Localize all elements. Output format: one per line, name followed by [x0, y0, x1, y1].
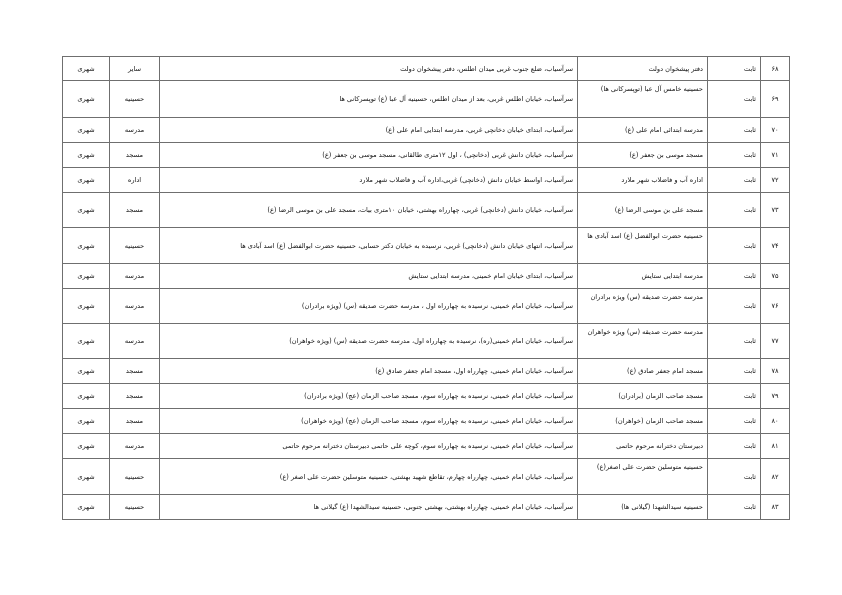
status-cell: ثابت	[708, 143, 761, 168]
row-number: ۸۰	[761, 409, 790, 434]
table-row	[63, 324, 790, 359]
table-row	[63, 495, 790, 520]
area-cell: شهری	[63, 168, 110, 193]
status-cell: ثابت	[708, 168, 761, 193]
table-row	[63, 409, 790, 434]
status-cell: ثابت	[708, 193, 761, 228]
place-name-cell: مسجد صاحب الزمان (برادران)	[578, 384, 708, 409]
row-number: ۶۸	[761, 57, 790, 81]
row-number: ۸۱	[761, 434, 790, 459]
address-cell: سرآسیاب، خیابان امام خمینی، چهارراه چهارم، تقاطع شهید بهشتی، حسینیه متوسلین حضرت علی اصغر (ع)	[160, 459, 578, 495]
area-cell: شهری	[63, 143, 110, 168]
address-cell: سرآسیاب، خیابان اطلس غربی، بعد از میدان اطلس، حسینیه آل عبا (ع) توپسرکانی ها	[160, 81, 578, 118]
place-name-cell: مسجد علی بن موسی الرضا (ع)	[578, 193, 708, 228]
address-cell: سرآسیاب، اواسط خیابان دانش (دخانچی) غربی،اداره آب و فاضلاب شهر ملارد	[160, 168, 578, 193]
row-number: ۷۷	[761, 324, 790, 359]
address-cell: سرآسیاب، خیابان امام خمینی، چهارراه اول، مسجد امام جعفر صادق (ع)	[160, 359, 578, 384]
address-cell: سرآسیاب، خیابان امام خمینی، نرسیده به چهارراه سوم، مسجد صاحب الزمان (عج) (ویژه برادران)	[160, 384, 578, 409]
address-cell: سرآسیاب، خیابان امام خمینی(ره)، نرسیده به چهارراه اول، مدرسه حضرت صدیقه (س) (ویژه خواهران)	[160, 324, 578, 359]
status-cell: ثابت	[708, 264, 761, 289]
area-cell: شهری	[63, 264, 110, 289]
area-cell: شهری	[63, 495, 110, 520]
table-row	[63, 193, 790, 228]
type-cell: حسینیه	[110, 81, 160, 118]
address-cell: سرآسیاب، انتهای خیابان دانش (دخانچی) غربی، نرسیده به خیابان دکتر حسابی، حسینیه حضرت ابوالفضل (ع) اسد آبادی ها	[160, 228, 578, 264]
table-row	[63, 57, 790, 81]
type-cell: اداره	[110, 168, 160, 193]
status-cell: ثابت	[708, 118, 761, 143]
place-name-cell: حسینیه متوسلین حضرت علی اصغر(ع)	[578, 459, 708, 495]
type-cell: مسجد	[110, 409, 160, 434]
address-cell: سرآسیاب، خیابان دانش غربی (دخانچی) ، اول ۱۲متری طالقانی، مسجد موسی بن جعفر (ع)	[160, 143, 578, 168]
status-cell: ثابت	[708, 409, 761, 434]
address-cell: سرآسیاب، خیابان امام خمینی، چهارراه بهشتی، بهشتی جنوبی، حسینیه سیدالشهدا (ع) گیلانی ها	[160, 495, 578, 520]
table-row	[63, 228, 790, 264]
area-cell: شهری	[63, 289, 110, 324]
type-cell: حسینیه	[110, 228, 160, 264]
type-cell: سایر	[110, 57, 160, 81]
status-cell: ثابت	[708, 459, 761, 495]
status-cell: ثابت	[708, 324, 761, 359]
type-cell: مدرسه	[110, 434, 160, 459]
status-cell: ثابت	[708, 495, 761, 520]
table-row	[63, 289, 790, 324]
area-cell: شهری	[63, 409, 110, 434]
place-name-cell: اداره آب و فاضلاب شهر ملارد	[578, 168, 708, 193]
place-name-cell: مسجد موسی بن جعفر (ع)	[578, 143, 708, 168]
area-cell: شهری	[63, 228, 110, 264]
address-cell: سرآسیاب، ابتدای خیابان دخانچی غربی، مدرسه ابتدایی امام علی (ع)	[160, 118, 578, 143]
row-number: ۷۹	[761, 384, 790, 409]
place-name-cell: مدرسه ابتدایی ستایش	[578, 264, 708, 289]
row-number: ۷۸	[761, 359, 790, 384]
row-number: ۶۹	[761, 81, 790, 118]
type-cell: مدرسه	[110, 264, 160, 289]
address-cell: سرآسیاب، خیابان امام خمینی، نرسیده به چهارراه اول ، مدرسه حضرت صدیقه (س) (ویژه برادران)	[160, 289, 578, 324]
type-cell: حسینیه	[110, 495, 160, 520]
address-cell: سرآسیاب، خیابان امام خمینی، نرسیده به چهارراه سوم، مسجد صاحب الزمان (عج) (ویژه خواهران)	[160, 409, 578, 434]
table-row	[63, 434, 790, 459]
address-cell: سرآسیاب، خیابان دانش (دخانچی) غربی، چهارراه بهشتی، خیابان ۱۰متری بیات، مسجد علی بن موسی الرضا (ع)	[160, 193, 578, 228]
place-name-cell: حسینیه سیدالشهدا (گیلانی ها)	[578, 495, 708, 520]
table-row	[63, 264, 790, 289]
place-name-cell: مدرسه ابتدائی امام علی (ع)	[578, 118, 708, 143]
place-name-cell: مسجد امام جعفر صادق (ع)	[578, 359, 708, 384]
type-cell: حسینیه	[110, 459, 160, 495]
area-cell: شهری	[63, 118, 110, 143]
type-cell: مدرسه	[110, 118, 160, 143]
status-cell: ثابت	[708, 384, 761, 409]
place-name-cell: مدرسه حضرت صدیقه (س) ویژه خواهران	[578, 324, 708, 359]
area-cell: شهری	[63, 57, 110, 81]
place-name-cell: حسینیه خامس آل عبا (توپسرکانی ها)	[578, 81, 708, 118]
row-number: ۷۱	[761, 143, 790, 168]
row-number: ۷۵	[761, 264, 790, 289]
type-cell: مسجد	[110, 359, 160, 384]
status-cell: ثابت	[708, 81, 761, 118]
table-row	[63, 143, 790, 168]
type-cell: مسجد	[110, 143, 160, 168]
row-number: ۸۲	[761, 459, 790, 495]
type-cell: مدرسه	[110, 324, 160, 359]
place-name-cell: مدرسه حضرت صدیقه (س) ویژه برادران	[578, 289, 708, 324]
row-number: ۷۶	[761, 289, 790, 324]
table-row	[63, 168, 790, 193]
status-cell: ثابت	[708, 359, 761, 384]
row-number: ۸۳	[761, 495, 790, 520]
area-cell: شهری	[63, 434, 110, 459]
area-cell: شهری	[63, 81, 110, 118]
place-name-cell: مسجد صاحب الزمان (خواهران)	[578, 409, 708, 434]
area-cell: شهری	[63, 459, 110, 495]
locations-table	[62, 56, 790, 520]
area-cell: شهری	[63, 359, 110, 384]
area-cell: شهری	[63, 384, 110, 409]
status-cell: ثابت	[708, 289, 761, 324]
row-number: ۷۰	[761, 118, 790, 143]
status-cell: ثابت	[708, 434, 761, 459]
table-row	[63, 359, 790, 384]
row-number: ۷۳	[761, 193, 790, 228]
table-row	[63, 81, 790, 118]
address-cell: سرآسیاب، خیابان امام خمینی، نرسیده به چهارراه سوم، کوچه علی حاتمی دبیرستان دخترانه مرحوم حاتمی	[160, 434, 578, 459]
address-cell: سرآسیاب، ابتدای خیابان امام خمینی، مدرسه ابتدایی ستایش	[160, 264, 578, 289]
row-number: ۷۲	[761, 168, 790, 193]
type-cell: مسجد	[110, 193, 160, 228]
type-cell: مدرسه	[110, 289, 160, 324]
type-cell: مسجد	[110, 384, 160, 409]
row-number: ۷۴	[761, 228, 790, 264]
table-row	[63, 118, 790, 143]
place-name-cell: دبیرستان دخترانه مرحوم حاتمی	[578, 434, 708, 459]
address-cell: سرآسیاب، ضلع جنوب غربی میدان اطلس، دفتر پیشخوان دولت	[160, 57, 578, 81]
area-cell: شهری	[63, 324, 110, 359]
table-body	[63, 57, 790, 520]
place-name-cell: حسینیه حضرت ابوالفضل (ع) اسد آبادی ها	[578, 228, 708, 264]
table-row	[63, 459, 790, 495]
status-cell: ثابت	[708, 57, 761, 81]
table-row	[63, 384, 790, 409]
status-cell: ثابت	[708, 228, 761, 264]
place-name-cell: دفتر پیشخوان دولت	[578, 57, 708, 81]
area-cell: شهری	[63, 193, 110, 228]
